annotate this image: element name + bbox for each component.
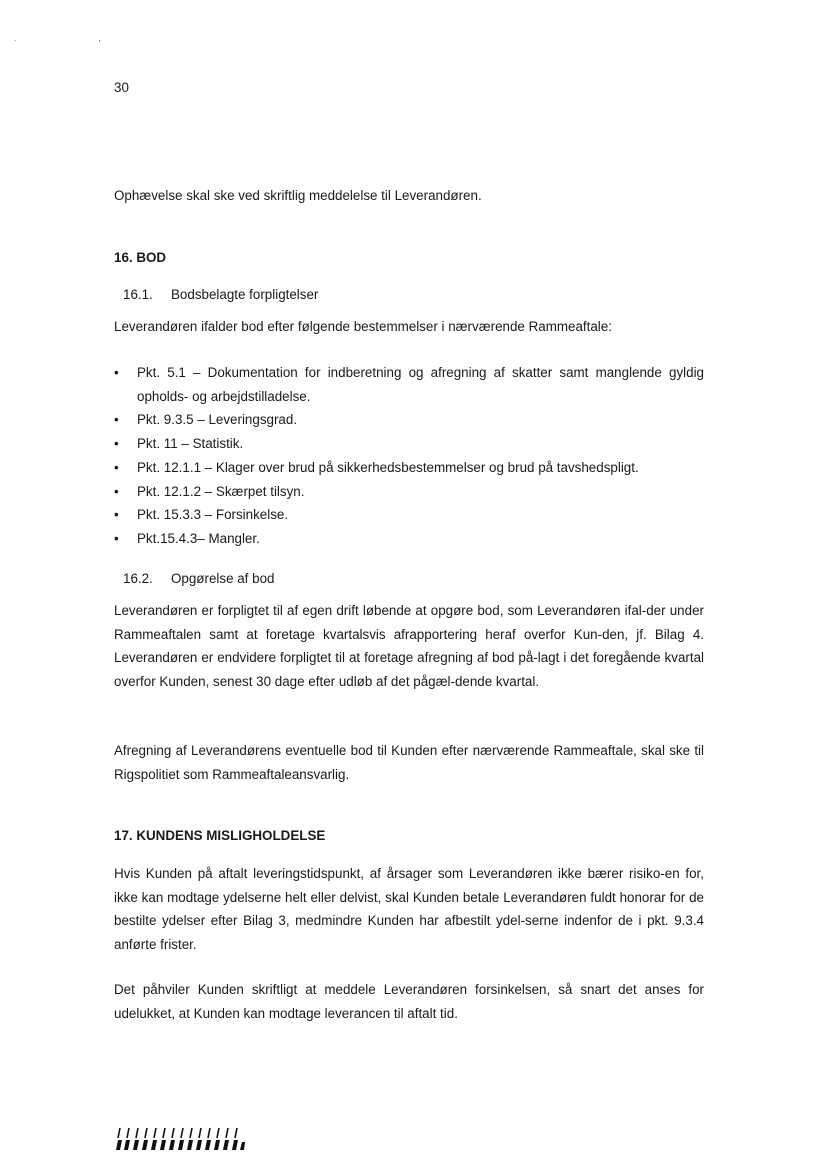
list-item: • Pkt. 11 – Statistik.: [114, 432, 704, 456]
subsection-16-2-paragraph-2: Afregning af Leverandørens eventuelle bod til Kunden efter nærværende Rammeaftale, skal ske til Rigspolitiet som Rammeaftaleansvarlig.: [114, 743, 704, 782]
subsection-16-2-heading: [123, 571, 274, 586]
subsection-16-1-heading: [123, 287, 318, 302]
section-17-paragraph-1: Hvis Kunden på aftalt leveringstidspunkt, af årsager som Leverandøren ikke bærer risiko-en for, ikke kan modtage ydelserne helt eller delvist, skal Kunden betale Leverandøren fuldt honorar for de bestilte ydelser efter Bilag 3, medmindre Kunden har afbestilt ydel-serne indenfor de i pkt. 9.3.4 anførte frister.: [114, 866, 704, 953]
intro-paragraph: Ophævelse skal ske ved skriftlig meddelelse til Leverandøren.: [114, 188, 482, 203]
page-number: 30: [114, 80, 129, 95]
list-item: • Pkt. 12.1.1 – Klager over brud på sikkerhedsbestemmelser og brud på tavshedspligt.: [114, 456, 704, 480]
subsection-16-2-paragraph-1: Leverandøren er forpligtet til af egen drift løbende at opgøre bod, som Leverandøren ifal-der under Rammeaftalen samt at foretage kvartalsvis afrapportering heraf overfor Kun-den, jf. Bilag 4. Leverandøren er endvidere forpligtet til at foretage afregning af bod på-lagt i det foregående kvartal overfor Kunden, senest 30 dage efter udløb af det pågæl-dende kvartal.: [114, 603, 704, 690]
document-barcode-icon: [114, 1126, 246, 1152]
section-17-paragraph-2: Det påhviler Kunden skriftligt at meddele Leverandøren forsinkelsen, så snart det anses for udelukket, at Kunden kan modtage leverancen til aftalt tid.: [114, 982, 704, 1021]
section-17-heading: 17. KUNDENS MISLIGHOLDELSE: [114, 828, 326, 843]
list-item: • Pkt. 12.1.2 – Skærpet tilsyn.: [114, 480, 704, 504]
section-16-heading: 16. BOD: [114, 250, 167, 265]
scan-specks: . ,: [14, 34, 141, 43]
subsection-number: 16.1.: [123, 287, 153, 302]
list-item: • Pkt.15.4.3– Mangler.: [114, 527, 704, 551]
subsection-16-1-intro: Leverandøren ifalder bod efter følgende bestemmelser i nærværende Rammeaftale:: [114, 319, 612, 334]
list-item: • Pkt. 9.3.5 – Leveringsgrad.: [114, 408, 704, 432]
subsection-title: Opgørelse af bod: [171, 571, 275, 586]
penalty-list: [114, 361, 704, 551]
list-item: • Pkt. 15.3.3 – Forsinkelse.: [114, 503, 704, 527]
subsection-number: 16.2.: [123, 571, 153, 586]
list-item: • Pkt. 5.1 – Dokumentation for indberetning og afregning af skatter samt manglende gyldig opholds- og arbejdstilladelse.: [114, 361, 704, 408]
subsection-title: Bodsbelagte forpligtelser: [171, 287, 319, 302]
